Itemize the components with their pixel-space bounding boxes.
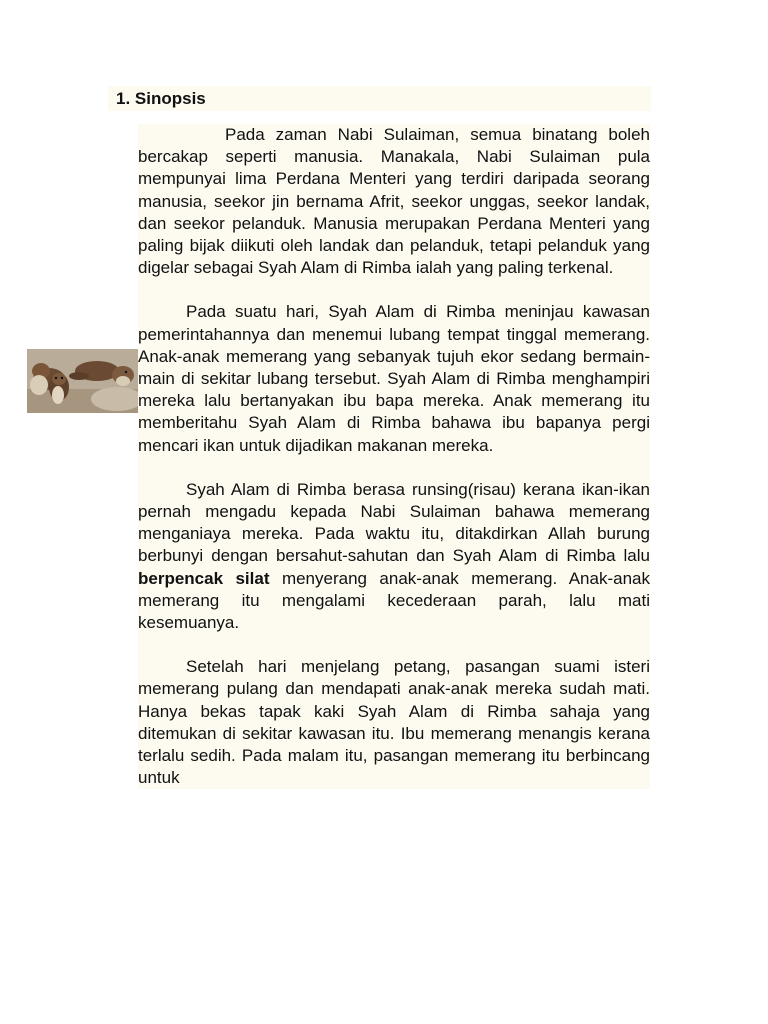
section-heading: 1. Sinopsis (116, 89, 206, 108)
otters-photo (27, 349, 139, 413)
text-column (138, 124, 650, 789)
paragraph-3-text-start: Syah Alam di Rimba berasa runsing(risau) kerana ikan-ikan pernah mengadu kepada Nabi Sulaiman bahawa memerang menganiaya mereka. Pada waktu itu, ditakdirkan Allah burung berbunyi dengan bersahut-sahutan dan Syah Alam di Rimba lalu (138, 479, 650, 566)
paragraph-1: Pada zaman Nabi Sulaiman, semua binatang boleh bercakap seperti manusia. Manakala, Nabi Sulaiman pula mempunyai lima Perdana Menteri yang terdiri daripada seorang manusia, seekor jin bernama Afrit, seekor unggas, seekor landak, dan seekor pelanduk. Manusia merupakan Perdana Menteri yang paling bijak diikuti oleh landak dan pelanduk, tetapi pelanduk yang digelar sebagai Syah Alam di Rimba ialah yang paling terkenal. (138, 125, 650, 278)
paragraph-4: Setelah hari menjelang petang, pasangan suami isteri memerang pulang dan mendapati anak-anak mereka sudah mati. Hanya bekas tapak kaki Syah Alam di Rimba sahaja yang ditemukan di sekitar kawasan itu. Ibu memerang menangis kerana terlalu sedih. Pada malam itu, pasangan memerang itu berbincang untuk (138, 657, 650, 788)
paragraph-2: Pada suatu hari, Syah Alam di Rimba meninjau kawasan pemerintahannya dan menemui lubang tempat tinggal memerang. Anak-anak memerang yang sebanyak tujuh ekor sedang bermain-main di sekitar lubang tersebut. Syah Alam di Rimba menghampiri mereka lalu bertanyakan ibu bapa mereka. Anak memerang itu memberitahu Syah Alam di Rimba bahawa ibu bapanya pergi mencari ikan untuk dijadikan makanan mereka. (138, 302, 650, 455)
paragraph-3-bold-phrase: berpencak silat (138, 568, 270, 588)
paragraph-3-text-end: menyerang anak-anak memerang. Anak-anak memerang itu mengalami kecederaan parah, lalu mati kesemuanya. (138, 568, 650, 633)
paragraph-3 (138, 479, 650, 634)
